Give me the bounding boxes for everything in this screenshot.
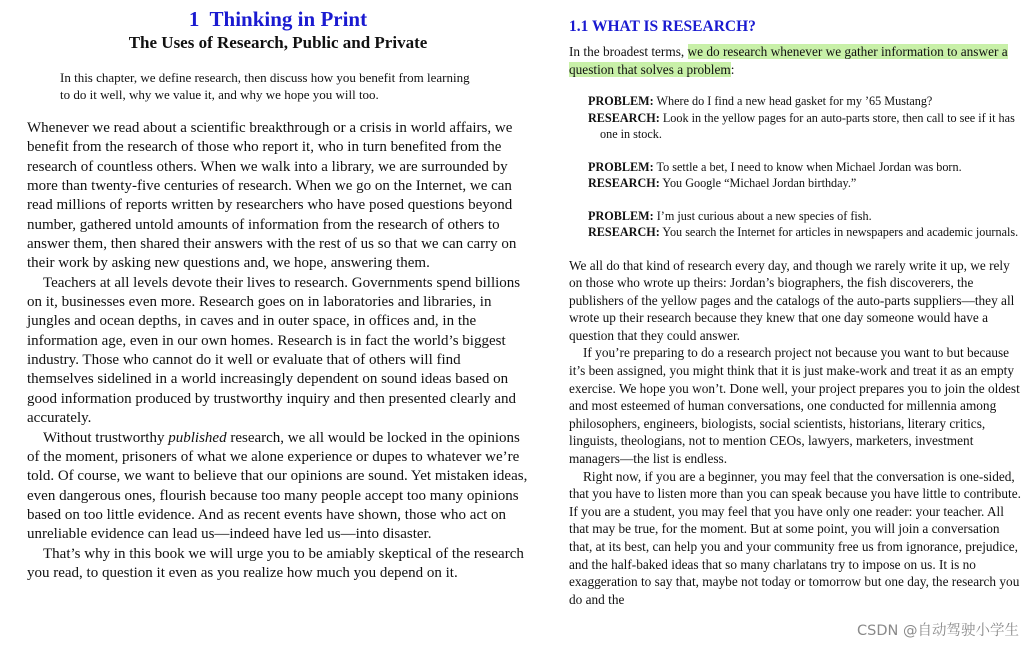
problem-line bbox=[588, 208, 1025, 225]
left-paragraph-3 bbox=[27, 429, 529, 545]
qa-block-1 bbox=[588, 93, 1025, 143]
chapter-title bbox=[27, 7, 529, 31]
highlighted-definition: we do research whenever we gather information to answer a question that solves a problem bbox=[569, 44, 1008, 77]
right-page bbox=[569, 0, 1025, 608]
research-text: Look in the yellow pages for an auto-parts store, then call to see if it has one in stock. bbox=[600, 110, 1015, 141]
csdn-watermark: CSDN @自动驾驶小学生 bbox=[857, 623, 1019, 639]
chapter-number: 1 bbox=[188, 7, 200, 31]
qa-block-3 bbox=[588, 208, 1025, 241]
problem-line bbox=[588, 93, 1025, 110]
chapter-title-text: Thinking in Print bbox=[209, 7, 368, 31]
right-body-text bbox=[569, 257, 1025, 609]
left-paragraph-3-italic: published bbox=[168, 429, 227, 446]
research-label: RESEARCH: bbox=[588, 176, 660, 190]
left-paragraph-1: Whenever we read about a scientific breakthrough or a crisis in world affairs, we benefit from the research of those who report it, who in turn benefited from the research of countless others. When we walk into a library, we are surrounded by more than twenty-five centuries of research. When we go on the Internet, we can read millions of reports written by researchers who have posed questions beyond number, gathered untold amounts of information from the research of others to answer them, then shared their answers with the rest of us so that we can carry on their work by asking new questions and, we hope, answering them. bbox=[27, 120, 517, 272]
research-label: RESEARCH: bbox=[588, 225, 660, 239]
problem-text: To settle a bet, I need to know when Michael Jordan was born. bbox=[653, 159, 962, 174]
chapter-subtitle: The Uses of Research, Public and Private bbox=[128, 33, 428, 52]
problem-text: Where do I find a new head gasket for my ’65 Mustang? bbox=[653, 94, 933, 108]
problem-label: PROBLEM: bbox=[588, 208, 654, 223]
section-intro-end: : bbox=[730, 62, 735, 77]
problem-label: PROBLEM: bbox=[588, 159, 654, 174]
research-line bbox=[588, 110, 1025, 143]
left-paragraph-3-start: Without trustworthy bbox=[43, 429, 169, 446]
research-text: You search the Internet for articles in newspapers and academic journals. bbox=[659, 225, 1019, 239]
section-intro bbox=[569, 43, 1025, 79]
right-paragraph-3: Right now, if you are a beginner, you may feel that the conversation is one-sided, that you have to listen more than you can speak because you have little to contribute. If you are a student, you may feel that you have only one reader: your teacher. All that may be true, for the moment. But at some point, you will join a conversation that, at its best, can help you and your community free us from ignorance, prejudice, and the half-baked ideas that so many charlatans try to impose on us. It is no exaggeration to say that, maybe not today or tomorrow but one day, the research you do and the bbox=[569, 468, 1021, 607]
left-body-text bbox=[27, 119, 529, 583]
left-paragraph-2: Teachers at all levels devote their lives to research. Governments spend billions on it, businesses even more. Research goes on in laboratories and libraries, in jungles and ocean depths, in caves and in outer space, in offices and, in the information age, even in our own homes. Research is in fact the world’s biggest industry. Those who cannot do it well or evaluate that of others will find themselves sidelined in a world increasingly dependent on sound ideas based on good information produced by trustworthy inquiry and then presented clearly and accurately. bbox=[27, 274, 521, 427]
research-line bbox=[588, 175, 1025, 192]
problem-line bbox=[588, 159, 1025, 176]
problem-label: PROBLEM: bbox=[588, 94, 654, 108]
left-paragraph-4: That’s why in this book we will urge you to be amiably skeptical of the research you read, to question it even as you realize how much you depend on it. bbox=[27, 545, 524, 581]
section-title: 1.1 WHAT IS RESEARCH? bbox=[569, 18, 756, 35]
research-text: You Google “Michael Jordan birthday.” bbox=[659, 176, 857, 190]
right-paragraph-2: If you’re preparing to do a research project not because you want to but because it’s been assigned, you might think that it is just make-work and treat it as an empty exercise. We hope you won’t. Done well, your project prepares you to join the oldest and most esteemed of human conversations, one conducted for millennia among philosophers, engineers, biologists, social scientists, historians, literary critics, linguists, theologians, not to mention CEOs, lawyers, marketers, investment managers—the list is endless. bbox=[569, 345, 1020, 467]
section-intro-plain: In the broadest terms, bbox=[569, 44, 688, 59]
left-paragraph-3-rest: research, we all would be locked in the opinions of the moment, prisoners of what we alone experience or dupes to whatever we’re told. Of course, we want to believe that our opinions are sound. Yet mistaken ideas, even dangerous ones, flourish because too many people accept too many opinions based on too little evidence. And as recent events have shown, those who act on unreliable evidence can lead us—indeed have led us—into disaster. bbox=[27, 429, 528, 543]
left-page bbox=[27, 0, 529, 583]
research-line bbox=[588, 224, 1025, 241]
problem-text: I’m just curious about a new species of fish. bbox=[653, 208, 872, 223]
chapter-intro: In this chapter, we define research, then discuss how you benefit from learning to do it well, why we value it, and why we hope you will too. bbox=[60, 70, 470, 102]
right-paragraph-1: We all do that kind of research every day, and though we rarely write it up, we rely on those who wrote up theirs: Jordan’s biographers, the fish discoverers, the publishers of the yellow pages and the catalogs of the auto-parts suppliers—they all wrote up their research because they knew that one day someone would have a question that they could answer. bbox=[569, 257, 1015, 343]
research-label: RESEARCH: bbox=[588, 110, 660, 125]
qa-block-2 bbox=[588, 159, 1025, 192]
